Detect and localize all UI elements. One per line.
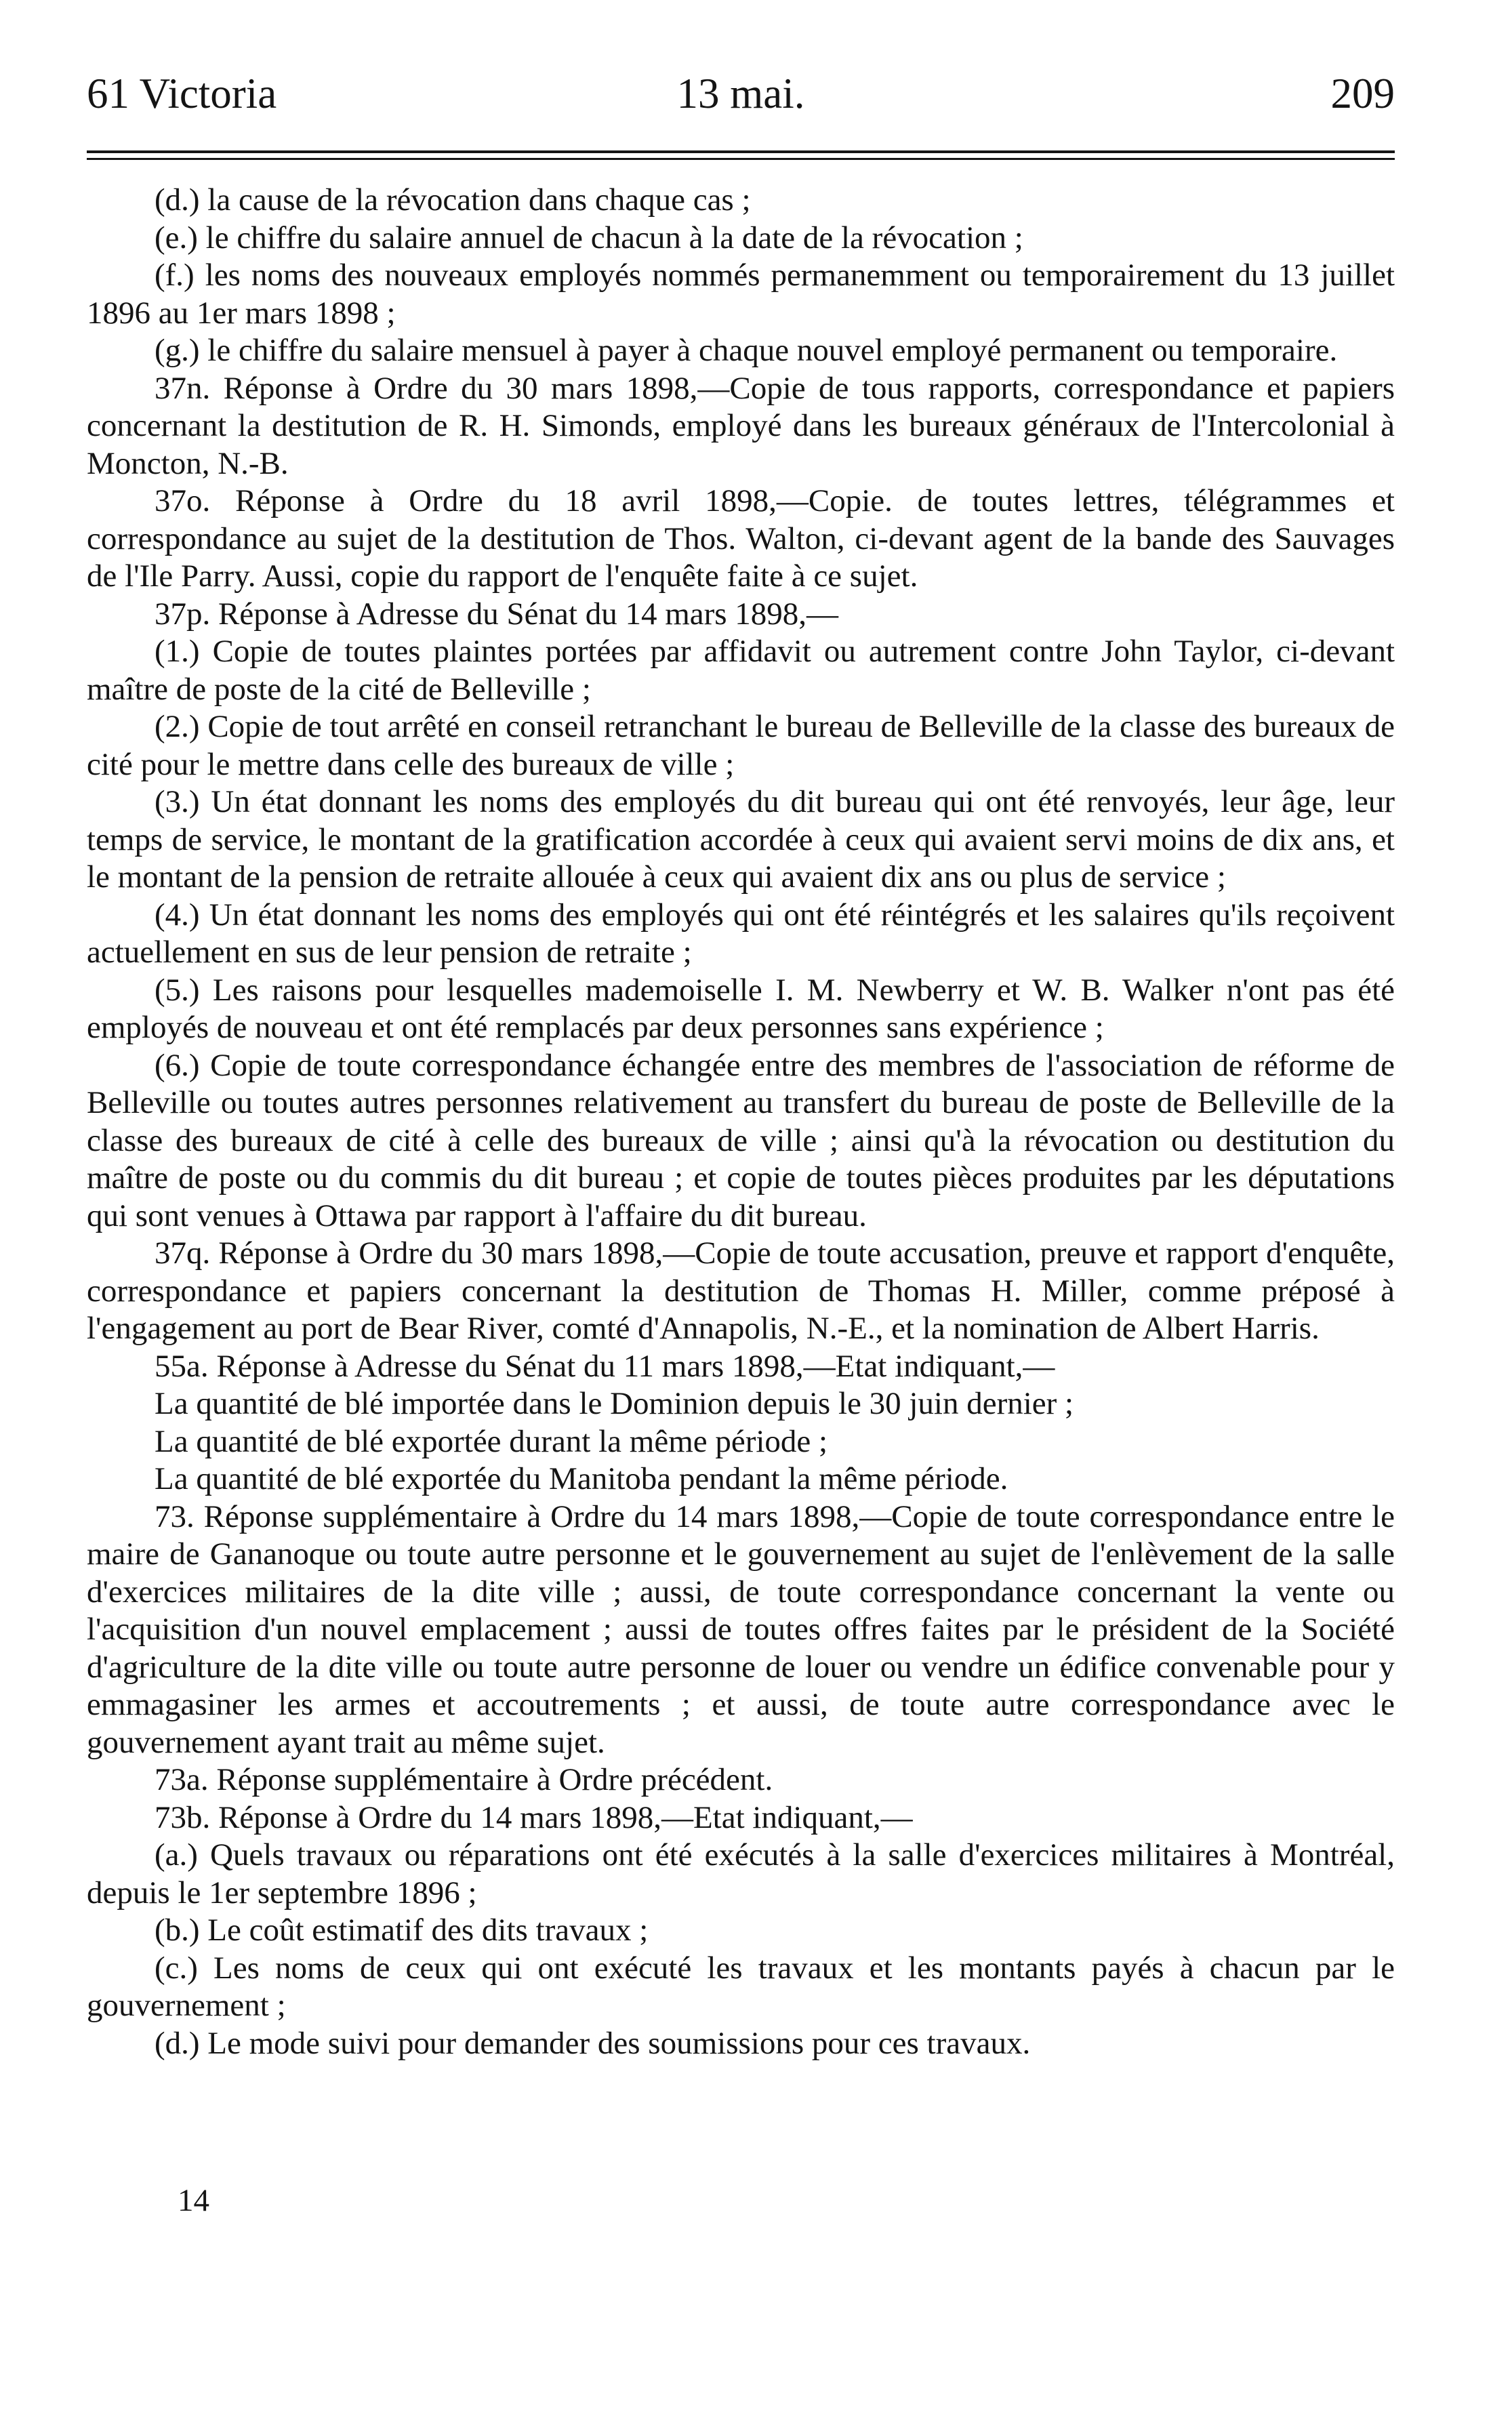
paragraph-73b-c: (c.) Les noms de ceux qui ont exécuté les travaux et les montants payés à chacun par le gouvernement ; [87,1950,1395,2023]
page-header [87,66,1395,121]
paragraph-73a: 73a. Réponse supplémentaire à Ordre précédent. [155,1762,773,1797]
paragraph-item-e: (e.) le chiffre du salaire annuel de chacun à la date de la révocation ; [155,220,1023,255]
paragraph-55a: 55a. Réponse à Adresse du Sénat du 11 mars 1898,—Etat indiquant,— [155,1348,1055,1384]
paragraph-37o: 37o. Réponse à Ordre du 18 avril 1898,—Copie. de toutes lettres, télégrammes et correspondance au sujet de la destitution de Thos. Walton, ci-devant agent de la bande des Sauvages de l'Ile Parry. Aussi, copie du rapport de l'enquête faite à ce sujet. [87,483,1395,594]
paragraph-item-d: (d.) la cause de la révocation dans chaque cas ; [155,182,751,218]
paragraph-73b-b: (b.) Le coût estimatif des dits travaux ; [155,1913,649,1948]
paragraph-37p-1: (1.) Copie de toutes plaintes portées par affidavit ou autrement contre John Taylor, ci-devant maître de poste de la cité de Belleville ; [87,634,1395,707]
header-rule-bottom [87,158,1395,160]
header-session: 61 Victoria [87,70,277,117]
paragraph-37p-5: (5.) Les raisons pour lesquelles mademoiselle I. M. Newberry et W. B. Walker n'ont pas été employés de nouveau et ont été remplacés par deux personnes sans expérience ; [87,972,1395,1045]
paragraph-37p-6: (6.) Copie de toute correspondance échangée entre des membres de l'association de réforme de Belleville ou toutes autres personnes relativement au transfert du bureau de poste de Belleville de la classe des bureaux de cité à celle des bureaux de ville ; ainsi qu'à la révocation ou destitution du maître de poste ou du commis du dit bureau ; et copie de toutes pièces produites par les députations qui sont venues à Ottawa par rapport à l'affaire du dit bureau. [87,1047,1395,1233]
paragraph-55a-line-1: La quantité de blé importée dans le Dominion depuis le 30 juin dernier ; [155,1386,1074,1421]
paragraph-item-g: (g.) le chiffre du salaire mensuel à payer à chaque nouvel employé permanent ou temporaire. [155,333,1338,368]
header-date: 13 mai. [676,70,805,117]
paragraph-37n: 37n. Réponse à Ordre du 30 mars 1898,—Copie de tous rapports, correspondance et papiers concernant la destitution de R. H. Simonds, employé dans les bureaux généraux de l'Intercolonial à Moncton, N.-B. [87,370,1395,481]
document-body [87,182,1395,2062]
paragraph-55a-line-3: La quantité de blé exportée du Manitoba pendant la même période. [155,1461,1008,1496]
paragraph-37q: 37q. Réponse à Ordre du 30 mars 1898,—Copie de toute accusation, preuve et rapport d'enquête, correspondance et papiers concernant la destitution de Thomas H. Miller, comme préposé à l'engagement au port de Bear River, comté d'Annapolis, N.-E., et la nomination de Albert Harris. [87,1235,1395,1346]
page-number: 209 [1330,70,1395,117]
paragraph-73: 73. Réponse supplémentaire à Ordre du 14 mars 1898,—Copie de toute correspondance entre le maire de Gananoque ou toute autre personne et le gouvernement au sujet de l'enlèvement de la salle d'exercices militaires de la dite ville ; aussi, de toute correspondance concernant la vente ou l'acquisition d'un nouvel emplacement ; aussi de toutes offres faites par le président de la Société d'agriculture de la dite ville ou toute autre personne de louer ou vendre un édifice convenable pour y emmagasiner les armes et accoutrements ; et aussi, de toute autre correspondance avec le gouvernement ayant trait au même sujet. [87,1498,1395,1760]
signature-mark: 14 [178,2183,209,2218]
paragraph-item-f: (f.) les noms des nouveaux employés nommés permanemment ou temporairement du 13 juillet 1896 au 1er mars 1898 ; [87,258,1395,331]
paragraph-37p-4: (4.) Un état donnant les noms des employés qui ont été réintégrés et les salaires qu'ils reçoivent actuellement en sus de leur pension de retraite ; [87,897,1395,970]
paragraph-37p: 37p. Réponse à Adresse du Sénat du 14 mars 1898,— [155,596,839,632]
header-rule-top [87,150,1395,153]
paragraph-37p-2: (2.) Copie de tout arrêté en conseil retranchant le bureau de Belleville de la classe des bureaux de cité pour le mettre dans celle des bureaux de ville ; [87,709,1395,782]
paragraph-73b: 73b. Réponse à Ordre du 14 mars 1898,—Etat indiquant,— [155,1799,913,1835]
paragraph-55a-line-2: La quantité de blé exportée durant la même période ; [155,1423,828,1459]
paragraph-37p-3: (3.) Un état donnant les noms des employés du dit bureau qui ont été renvoyés, leur âge, leur temps de service, le montant de la gratification accordée à ceux qui avaient servi moins de dix ans, et le montant de la pension de retraite allouée à ceux qui avaient dix ans ou plus de service ; [87,784,1395,895]
paragraph-73b-d: (d.) Le mode suivi pour demander des soumissions pour ces travaux. [155,2025,1031,2061]
paragraph-73b-a: (a.) Quels travaux ou réparations ont été exécutés à la salle d'exercices militaires à Montréal, depuis le 1er septembre 1896 ; [87,1837,1395,1910]
